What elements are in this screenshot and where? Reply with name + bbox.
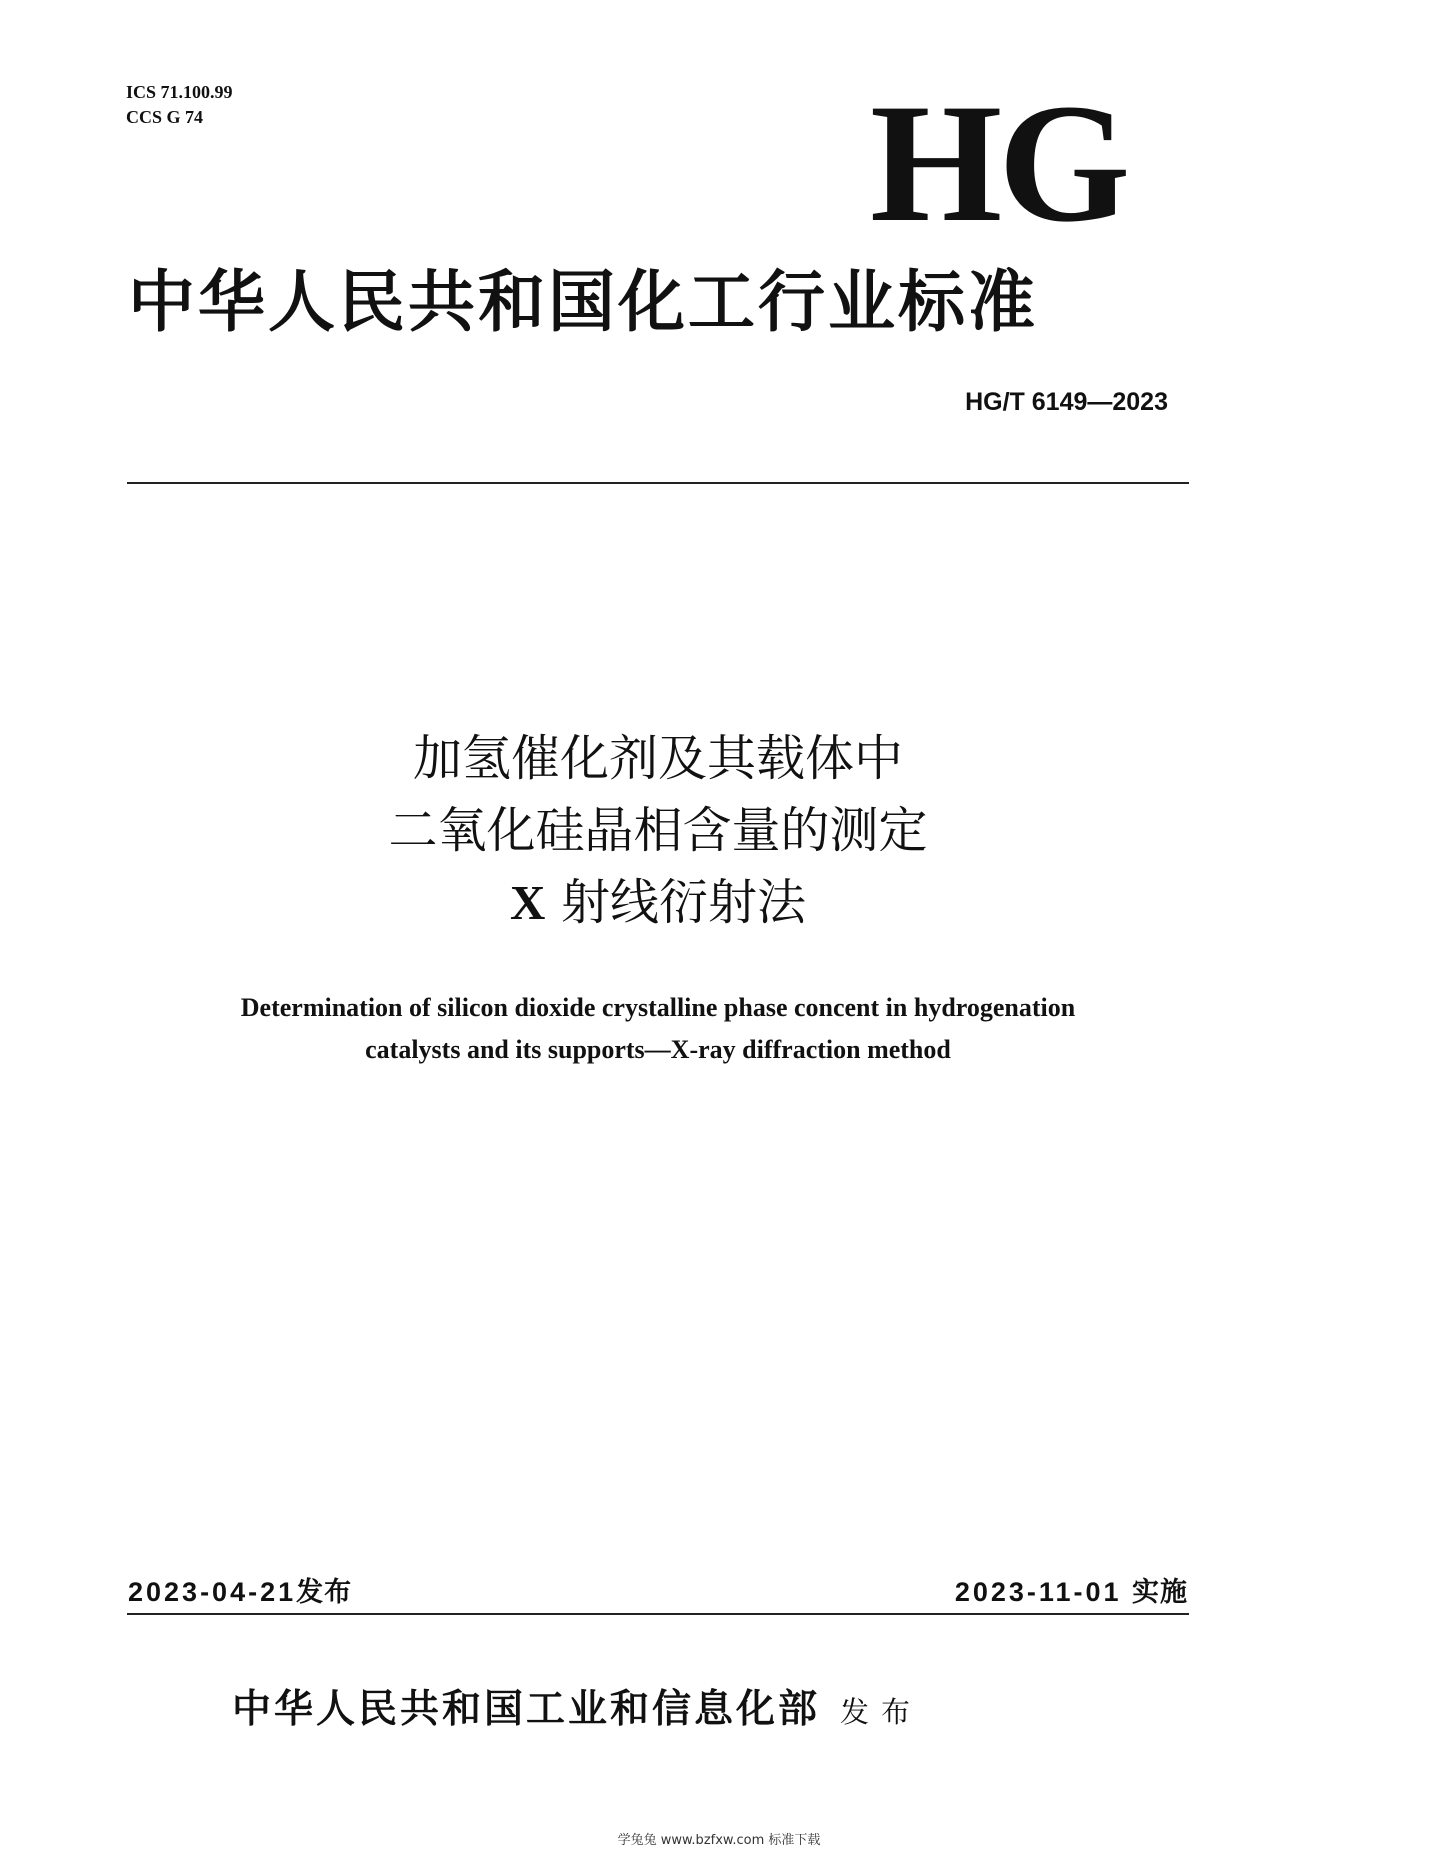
publisher [232, 1684, 922, 1737]
chinese-title-line-3 [0, 867, 1316, 939]
standard-number: HG/T 6149—2023 [965, 388, 1168, 416]
date-divider [127, 1613, 1189, 1615]
header-divider [127, 482, 1189, 484]
publisher-name: 中华人民共和国工业和信息化部 [232, 1686, 821, 1732]
english-title [0, 987, 1316, 1071]
publisher-suffix: 发布 [840, 1695, 923, 1729]
implementation-label: 实施 [1132, 1577, 1188, 1608]
ccs-code: CCS G 74 [126, 107, 204, 127]
issue-date-block [128, 1575, 352, 1610]
chinese-title-line-3-text: 射线衍射法 [560, 874, 806, 931]
english-title-line-2: catalysts and its supports—X-ray diffraction method [365, 1035, 951, 1064]
issue-date: 2023-04-21 [128, 1577, 297, 1607]
watermark: 学兔兔 www.bzfxw.com 标准下载 [617, 1833, 821, 1848]
chinese-title-line-2: 二氧化硅晶相含量的测定 [388, 802, 928, 859]
issue-label: 发布 [296, 1577, 353, 1608]
classification-codes [126, 80, 233, 130]
ics-code: ICS 71.100.99 [126, 82, 233, 102]
org-title: 中华人民共和国化工行业标准 [128, 263, 1038, 341]
chinese-title-line-1: 加氢催化剂及其载体中 [412, 730, 903, 787]
hg-logo: HG [870, 69, 1127, 257]
english-title-line-1: Determination of silicon dioxide crystalline phase concent in hydrogenation [240, 993, 1076, 1022]
chinese-title [0, 723, 1316, 939]
implementation-date-block [955, 1575, 1188, 1610]
chinese-title-latin: X [510, 875, 546, 930]
implementation-date: 2023-11-01 [954, 1577, 1122, 1607]
